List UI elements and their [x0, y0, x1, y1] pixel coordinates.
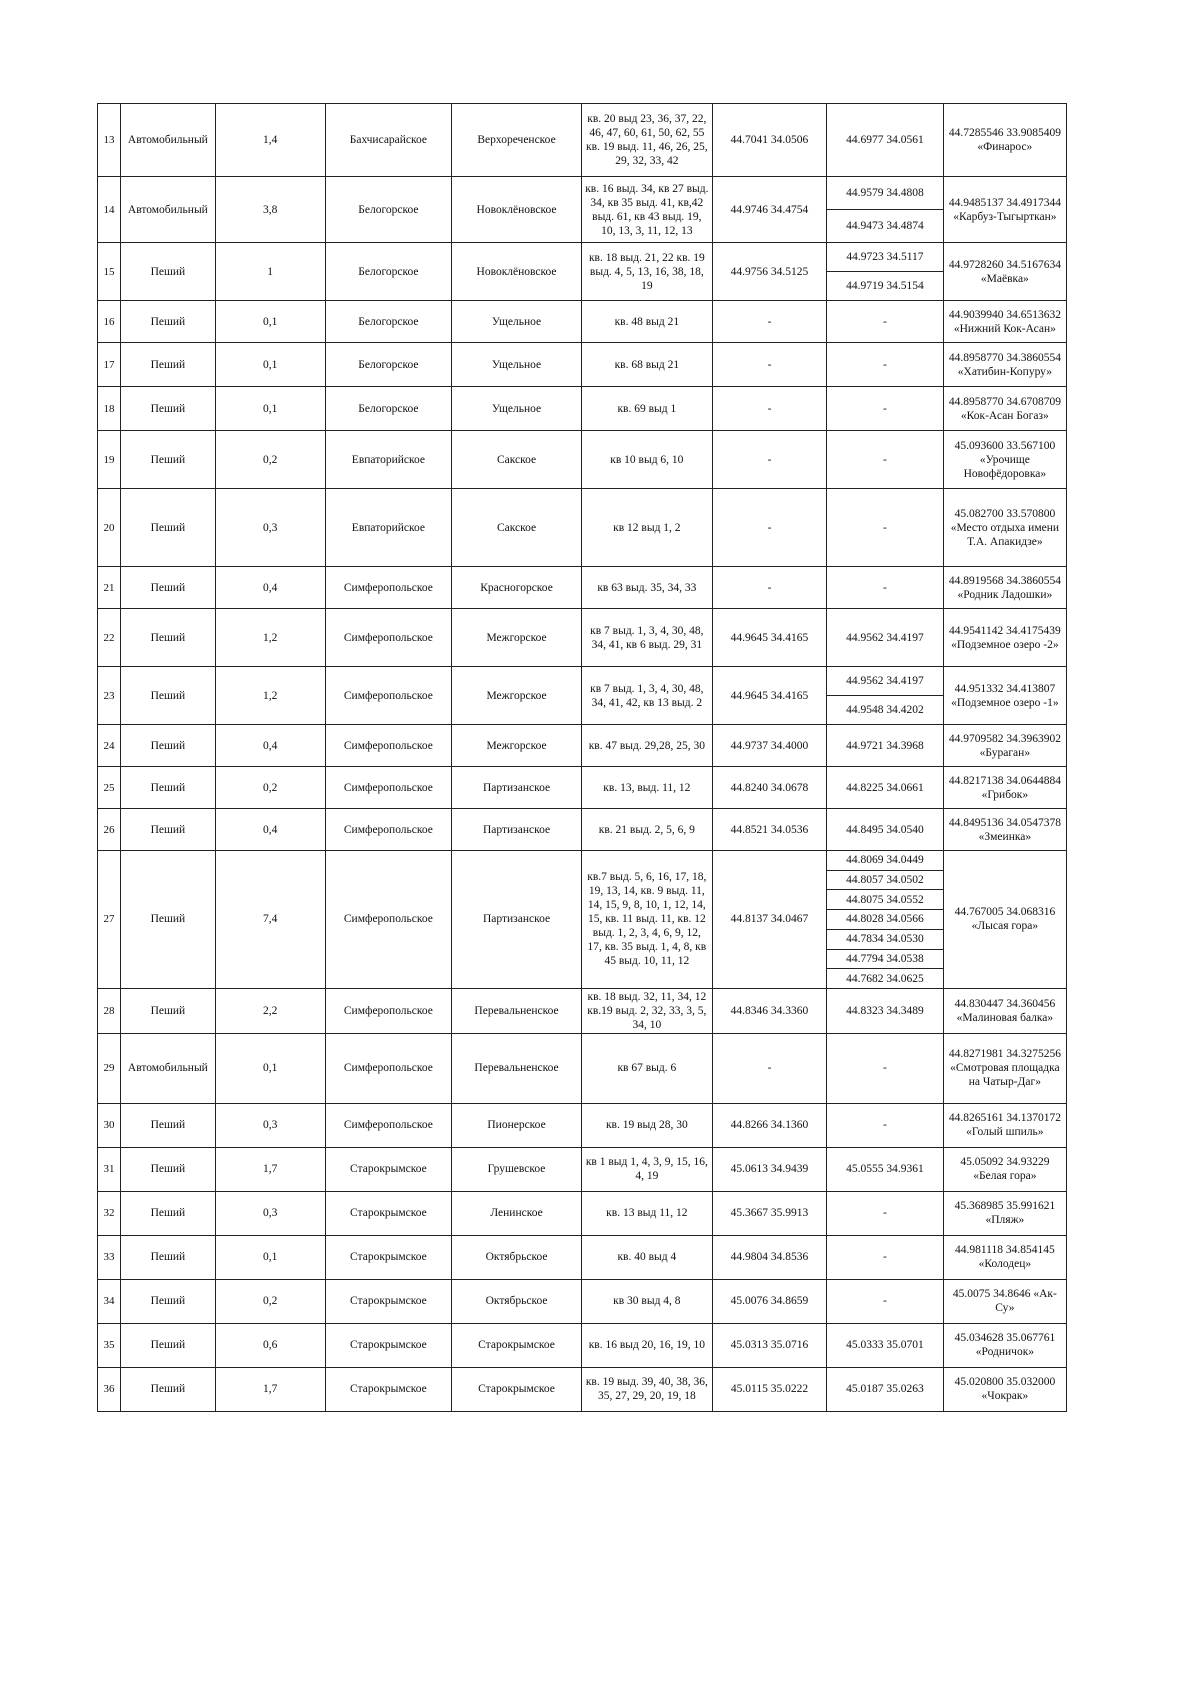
quarters-list: кв. 13 выд 11, 12	[581, 1191, 712, 1235]
start-coordinates: 44.9645 34.4165	[712, 609, 826, 667]
quarters-list: кв 63 выд. 35, 34, 33	[581, 567, 712, 609]
end-coordinates: 44.9579 34.4808	[827, 177, 944, 210]
start-coordinates: 44.9737 34.4000	[712, 725, 826, 767]
table-row	[98, 609, 1067, 667]
row-number: 20	[98, 489, 121, 567]
quarters-list: кв 10 выд 6, 10	[581, 431, 712, 489]
point-of-interest: 44.8271981 34.3275256 «Смотровая площадка на Чатыр-Даг»	[943, 1033, 1066, 1103]
row-number: 16	[98, 301, 121, 343]
quarters-list: кв. 68 выд 21	[581, 343, 712, 387]
point-of-interest: 44.9485137 34.4917344 «Карбуз-Тыгырткан»	[943, 177, 1066, 243]
table-row	[98, 177, 1067, 210]
row-number: 32	[98, 1191, 121, 1235]
district-forestry-name: Новоклёновское	[452, 243, 582, 301]
end-coordinates: -	[827, 1103, 944, 1147]
route-length: 0,2	[215, 767, 325, 809]
quarters-list: кв. 18 выд. 21, 22 кв. 19 выд. 4, 5, 13, 16, 38, 18, 19	[581, 243, 712, 301]
route-length: 0,1	[215, 343, 325, 387]
trail-registry-sheet	[97, 103, 1067, 1412]
quarters-list: кв. 13, выд. 11, 12	[581, 767, 712, 809]
row-number: 33	[98, 1235, 121, 1279]
route-type: Пеший	[121, 567, 216, 609]
row-number: 23	[98, 667, 121, 725]
row-number: 35	[98, 1323, 121, 1367]
district-forestry-name: Октябрьское	[452, 1279, 582, 1323]
district-forestry-name: Ущельное	[452, 301, 582, 343]
table-row	[98, 1235, 1067, 1279]
point-of-interest: 44.9541142 34.4175439 «Подземное озеро -2»	[943, 609, 1066, 667]
forestry-name: Белогорское	[325, 177, 451, 243]
route-type: Пеший	[121, 1103, 216, 1147]
table-row	[98, 567, 1067, 609]
row-number: 28	[98, 988, 121, 1033]
district-forestry-name: Межгорское	[452, 725, 582, 767]
route-length: 7,4	[215, 851, 325, 989]
end-coordinates: 44.8069 34.0449	[827, 851, 944, 871]
trail-registry-table	[97, 103, 1067, 1412]
row-number: 19	[98, 431, 121, 489]
quarters-list: кв. 21 выд. 2, 5, 6, 9	[581, 809, 712, 851]
route-length: 1,4	[215, 104, 325, 177]
quarters-list: кв. 69 выд 1	[581, 387, 712, 431]
point-of-interest: 45.034628 35.067761 «Родничок»	[943, 1323, 1066, 1367]
route-length: 0,1	[215, 301, 325, 343]
quarters-list: кв. 19 выд 28, 30	[581, 1103, 712, 1147]
start-coordinates: 44.9746 34.4754	[712, 177, 826, 243]
route-length: 0,1	[215, 1033, 325, 1103]
end-coordinates: -	[827, 431, 944, 489]
point-of-interest: 44.8958770 34.3860554 «Хатибин-Копуру»	[943, 343, 1066, 387]
point-of-interest: 44.8217138 34.0644884 «Грибок»	[943, 767, 1066, 809]
district-forestry-name: Пионерское	[452, 1103, 582, 1147]
table-row	[98, 725, 1067, 767]
quarters-list: кв 67 выд. 6	[581, 1033, 712, 1103]
table-body	[98, 104, 1067, 1412]
end-coordinates: 44.9723 34.5117	[827, 243, 944, 272]
end-coordinates: 44.8028 34.0566	[827, 910, 944, 930]
route-type: Автомобильный	[121, 104, 216, 177]
district-forestry-name: Перевальненское	[452, 1033, 582, 1103]
forestry-name: Симферопольское	[325, 1103, 451, 1147]
route-type: Пеший	[121, 489, 216, 567]
table-row	[98, 1367, 1067, 1411]
district-forestry-name: Красногорское	[452, 567, 582, 609]
table-row	[98, 809, 1067, 851]
route-length: 1,2	[215, 667, 325, 725]
district-forestry-name: Сакское	[452, 431, 582, 489]
end-coordinates: -	[827, 1235, 944, 1279]
table-row	[98, 387, 1067, 431]
table-row	[98, 104, 1067, 177]
forestry-name: Симферопольское	[325, 725, 451, 767]
forestry-name: Старокрымское	[325, 1279, 451, 1323]
route-length: 0,2	[215, 431, 325, 489]
forestry-name: Старокрымское	[325, 1323, 451, 1367]
district-forestry-name: Партизанское	[452, 851, 582, 989]
table-row	[98, 343, 1067, 387]
route-length: 3,8	[215, 177, 325, 243]
forestry-name: Старокрымское	[325, 1191, 451, 1235]
route-length: 1,2	[215, 609, 325, 667]
district-forestry-name: Октябрьское	[452, 1235, 582, 1279]
start-coordinates: -	[712, 301, 826, 343]
end-coordinates: -	[827, 567, 944, 609]
table-row	[98, 243, 1067, 272]
end-coordinates: 44.9719 34.5154	[827, 272, 944, 301]
forestry-name: Старокрымское	[325, 1367, 451, 1411]
row-number: 13	[98, 104, 121, 177]
route-type: Пеший	[121, 243, 216, 301]
start-coordinates: 44.8521 34.0536	[712, 809, 826, 851]
route-length: 0,6	[215, 1323, 325, 1367]
route-length: 1,7	[215, 1147, 325, 1191]
forestry-name: Белогорское	[325, 387, 451, 431]
district-forestry-name: Межгорское	[452, 667, 582, 725]
route-type: Пеший	[121, 1235, 216, 1279]
forestry-name: Старокрымское	[325, 1147, 451, 1191]
end-coordinates: 44.8323 34.3489	[827, 988, 944, 1033]
route-length: 0,3	[215, 489, 325, 567]
district-forestry-name: Ленинское	[452, 1191, 582, 1235]
table-row	[98, 1279, 1067, 1323]
quarters-list: кв 7 выд. 1, 3, 4, 30, 48, 34, 41, 42, кв 13 выд. 2	[581, 667, 712, 725]
start-coordinates: -	[712, 567, 826, 609]
start-coordinates: 45.0613 34.9439	[712, 1147, 826, 1191]
start-coordinates: 44.8266 34.1360	[712, 1103, 826, 1147]
forestry-name: Симферопольское	[325, 988, 451, 1033]
route-length: 1	[215, 243, 325, 301]
route-type: Пеший	[121, 431, 216, 489]
row-number: 27	[98, 851, 121, 989]
route-type: Пеший	[121, 1367, 216, 1411]
route-type: Пеший	[121, 809, 216, 851]
table-row	[98, 1103, 1067, 1147]
route-length: 0,4	[215, 725, 325, 767]
table-row	[98, 767, 1067, 809]
end-coordinates: 44.8075 34.0552	[827, 890, 944, 910]
route-type: Автомобильный	[121, 1033, 216, 1103]
route-type: Пеший	[121, 988, 216, 1033]
table-row	[98, 431, 1067, 489]
row-number: 21	[98, 567, 121, 609]
end-coordinates: 45.0333 35.0701	[827, 1323, 944, 1367]
start-coordinates: 45.0076 34.8659	[712, 1279, 826, 1323]
district-forestry-name: Новоклёновское	[452, 177, 582, 243]
start-coordinates: -	[712, 489, 826, 567]
table-row	[98, 851, 1067, 871]
point-of-interest: 44.830447 34.360456 «Малиновая балка»	[943, 988, 1066, 1033]
route-length: 2,2	[215, 988, 325, 1033]
end-coordinates: 44.9548 34.4202	[827, 696, 944, 725]
route-type: Пеший	[121, 301, 216, 343]
district-forestry-name: Старокрымское	[452, 1367, 582, 1411]
end-coordinates: -	[827, 343, 944, 387]
table-row	[98, 1147, 1067, 1191]
start-coordinates: -	[712, 343, 826, 387]
point-of-interest: 44.767005 34.068316 «Лысая гора»	[943, 851, 1066, 989]
district-forestry-name: Партизанское	[452, 809, 582, 851]
route-length: 0,4	[215, 809, 325, 851]
row-number: 25	[98, 767, 121, 809]
end-coordinates: 44.8495 34.0540	[827, 809, 944, 851]
end-coordinates: 45.0187 35.0263	[827, 1367, 944, 1411]
point-of-interest: 45.368985 35.991621 «Пляж»	[943, 1191, 1066, 1235]
point-of-interest: 44.7285546 33.9085409 «Финарос»	[943, 104, 1066, 177]
table-row	[98, 1033, 1067, 1103]
start-coordinates: 44.7041 34.0506	[712, 104, 826, 177]
start-coordinates: 44.8240 34.0678	[712, 767, 826, 809]
district-forestry-name: Грушевское	[452, 1147, 582, 1191]
end-coordinates: 44.9721 34.3968	[827, 725, 944, 767]
row-number: 24	[98, 725, 121, 767]
route-type: Пеший	[121, 1323, 216, 1367]
district-forestry-name: Ущельное	[452, 387, 582, 431]
forestry-name: Симферопольское	[325, 667, 451, 725]
quarters-list: кв. 18 выд. 32, 11, 34, 12 кв.19 выд. 2, 32, 33, 3, 5, 34, 10	[581, 988, 712, 1033]
point-of-interest: 44.9039940 34.6513632 «Нижний Кок-Асан»	[943, 301, 1066, 343]
table-row	[98, 988, 1067, 1033]
end-coordinates: -	[827, 489, 944, 567]
point-of-interest: 45.05092 34.93229 «Белая гора»	[943, 1147, 1066, 1191]
start-coordinates: 44.8346 34.3360	[712, 988, 826, 1033]
point-of-interest: 44.9728260 34.5167634 «Маёвка»	[943, 243, 1066, 301]
end-coordinates: -	[827, 387, 944, 431]
end-coordinates: -	[827, 1033, 944, 1103]
start-coordinates: -	[712, 431, 826, 489]
route-type: Пеший	[121, 387, 216, 431]
end-coordinates: 44.9562 34.4197	[827, 667, 944, 696]
quarters-list: кв. 48 выд 21	[581, 301, 712, 343]
table-row	[98, 489, 1067, 567]
route-type: Пеший	[121, 1147, 216, 1191]
end-coordinates: -	[827, 1279, 944, 1323]
point-of-interest: 45.020800 35.032000 «Чокрак»	[943, 1367, 1066, 1411]
route-length: 0,3	[215, 1103, 325, 1147]
route-type: Пеший	[121, 1279, 216, 1323]
end-coordinates: 44.6977 34.0561	[827, 104, 944, 177]
route-length: 0,4	[215, 567, 325, 609]
end-coordinates: 45.0555 34.9361	[827, 1147, 944, 1191]
row-number: 36	[98, 1367, 121, 1411]
point-of-interest: 45.093600 33.567100 «Урочище Новофёдоровка»	[943, 431, 1066, 489]
quarters-list: кв. 47 выд. 29,28, 25, 30	[581, 725, 712, 767]
row-number: 15	[98, 243, 121, 301]
point-of-interest: 45.082700 33.570800 «Место отдыха имени Т.А. Апакидзе»	[943, 489, 1066, 567]
district-forestry-name: Сакское	[452, 489, 582, 567]
route-length: 0,2	[215, 1279, 325, 1323]
start-coordinates: 45.3667 35.9913	[712, 1191, 826, 1235]
point-of-interest: 45.0075 34.8646 «Ак-Су»	[943, 1279, 1066, 1323]
table-row	[98, 1191, 1067, 1235]
forestry-name: Евпаторийское	[325, 431, 451, 489]
row-number: 34	[98, 1279, 121, 1323]
forestry-name: Симферопольское	[325, 1033, 451, 1103]
point-of-interest: 44.8495136 34.0547378 «Змеинка»	[943, 809, 1066, 851]
route-length: 1,7	[215, 1367, 325, 1411]
quarters-list: кв. 19 выд. 39, 40, 38, 36, 35, 27, 29, 20, 19, 18	[581, 1367, 712, 1411]
row-number: 17	[98, 343, 121, 387]
quarters-list: кв 1 выд 1, 4, 3, 9, 15, 16, 4, 19	[581, 1147, 712, 1191]
table-row	[98, 667, 1067, 696]
forestry-name: Симферопольское	[325, 567, 451, 609]
end-coordinates: 44.9473 34.4874	[827, 210, 944, 243]
district-forestry-name: Старокрымское	[452, 1323, 582, 1367]
table-row	[98, 301, 1067, 343]
row-number: 30	[98, 1103, 121, 1147]
forestry-name: Симферопольское	[325, 851, 451, 989]
quarters-list: кв. 40 выд 4	[581, 1235, 712, 1279]
quarters-list: кв. 20 выд 23, 36, 37, 22, 46, 47, 60, 61, 50, 62, 55 кв. 19 выд. 11, 46, 26, 25, 29, 32, 33, 42	[581, 104, 712, 177]
end-coordinates: -	[827, 301, 944, 343]
quarters-list: кв. 16 выд. 34, кв 27 выд. 34, кв 35 выд. 41, кв,42 выд. 61, кв 43 выд. 19, 10, 13, 3, 11, 12, 13	[581, 177, 712, 243]
row-number: 31	[98, 1147, 121, 1191]
start-coordinates: -	[712, 387, 826, 431]
point-of-interest: 44.981118 34.854145 «Колодец»	[943, 1235, 1066, 1279]
route-type: Пеший	[121, 851, 216, 989]
table-row	[98, 1323, 1067, 1367]
forestry-name: Белогорское	[325, 301, 451, 343]
end-coordinates: 44.7834 34.0530	[827, 929, 944, 949]
start-coordinates: 45.0115 35.0222	[712, 1367, 826, 1411]
district-forestry-name: Верхореченское	[452, 104, 582, 177]
forestry-name: Старокрымское	[325, 1235, 451, 1279]
route-type: Пеший	[121, 767, 216, 809]
forestry-name: Симферопольское	[325, 609, 451, 667]
route-type: Пеший	[121, 343, 216, 387]
row-number: 18	[98, 387, 121, 431]
district-forestry-name: Ущельное	[452, 343, 582, 387]
point-of-interest: 44.8265161 34.1370172 «Голый шпиль»	[943, 1103, 1066, 1147]
point-of-interest: 44.951332 34.413807 «Подземное озеро -1»	[943, 667, 1066, 725]
route-type: Пеший	[121, 725, 216, 767]
route-type: Автомобильный	[121, 177, 216, 243]
district-forestry-name: Партизанское	[452, 767, 582, 809]
point-of-interest: 44.8919568 34.3860554 «Родник Ладошки»	[943, 567, 1066, 609]
forestry-name: Белогорское	[325, 243, 451, 301]
district-forestry-name: Межгорское	[452, 609, 582, 667]
row-number: 22	[98, 609, 121, 667]
end-coordinates: -	[827, 1191, 944, 1235]
route-type: Пеший	[121, 667, 216, 725]
start-coordinates: -	[712, 1033, 826, 1103]
route-length: 0,1	[215, 387, 325, 431]
quarters-list: кв. 16 выд 20, 16, 19, 10	[581, 1323, 712, 1367]
quarters-list: кв 30 выд 4, 8	[581, 1279, 712, 1323]
row-number: 29	[98, 1033, 121, 1103]
route-length: 0,1	[215, 1235, 325, 1279]
start-coordinates: 44.9804 34.8536	[712, 1235, 826, 1279]
row-number: 26	[98, 809, 121, 851]
forestry-name: Симферопольское	[325, 809, 451, 851]
start-coordinates: 44.9756 34.5125	[712, 243, 826, 301]
start-coordinates: 45.0313 35.0716	[712, 1323, 826, 1367]
end-coordinates: 44.9562 34.4197	[827, 609, 944, 667]
forestry-name: Белогорское	[325, 343, 451, 387]
row-number: 14	[98, 177, 121, 243]
quarters-list: кв.7 выд. 5, 6, 16, 17, 18, 19, 13, 14, кв. 9 выд. 11, 14, 15, 9, 8, 10, 1, 12, 14, 15, кв. 11 выд. 11, кв. 12 выд. 1, 2, 3, 4, 6, 9, 12, 17, кв. 35 выд. 1, 4, 8, кв 45 выд. 10, 11, 12	[581, 851, 712, 989]
end-coordinates: 44.8057 34.0502	[827, 870, 944, 890]
end-coordinates: 44.7794 34.0538	[827, 949, 944, 969]
quarters-list: кв 7 выд. 1, 3, 4, 30, 48, 34, 41, кв 6 выд. 29, 31	[581, 609, 712, 667]
route-type: Пеший	[121, 609, 216, 667]
forestry-name: Бахчисарайское	[325, 104, 451, 177]
start-coordinates: 44.8137 34.0467	[712, 851, 826, 989]
quarters-list: кв 12 выд 1, 2	[581, 489, 712, 567]
end-coordinates: 44.7682 34.0625	[827, 969, 944, 989]
district-forestry-name: Перевальненское	[452, 988, 582, 1033]
point-of-interest: 44.9709582 34.3963902 «Бураган»	[943, 725, 1066, 767]
forestry-name: Симферопольское	[325, 767, 451, 809]
end-coordinates: 44.8225 34.0661	[827, 767, 944, 809]
start-coordinates: 44.9645 34.4165	[712, 667, 826, 725]
route-length: 0,3	[215, 1191, 325, 1235]
route-type: Пеший	[121, 1191, 216, 1235]
point-of-interest: 44.8958770 34.6708709 «Кок-Асан Богаз»	[943, 387, 1066, 431]
forestry-name: Евпаторийское	[325, 489, 451, 567]
